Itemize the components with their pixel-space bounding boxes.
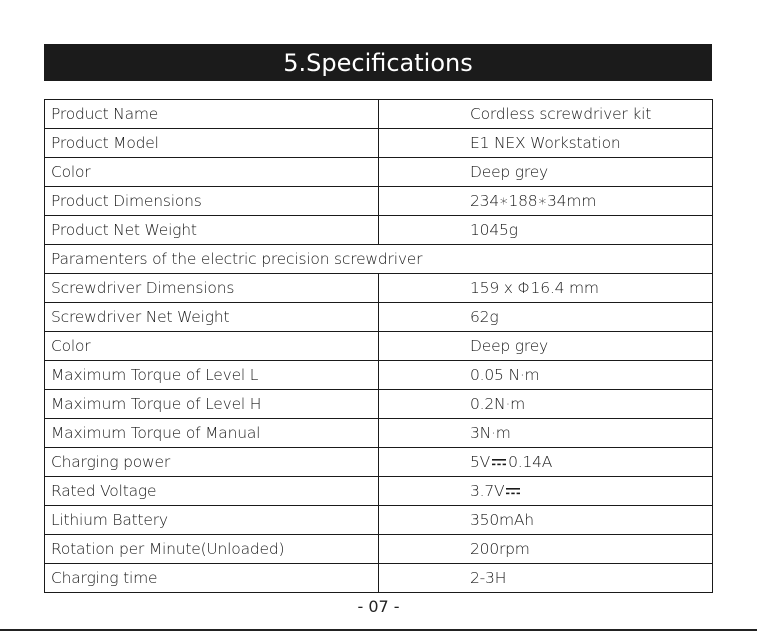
spec-value: 200rpm bbox=[379, 535, 713, 564]
spec-value: Deep grey bbox=[379, 158, 713, 187]
value-prefix: 5V bbox=[470, 453, 491, 471]
spec-value: Deep grey bbox=[379, 332, 713, 361]
table-row bbox=[45, 303, 713, 332]
spec-label: Product Model bbox=[45, 129, 379, 158]
spec-label: Charging power bbox=[45, 448, 379, 477]
spec-label: Color bbox=[45, 332, 379, 361]
table-row bbox=[45, 129, 713, 158]
table-row bbox=[45, 158, 713, 187]
table-row bbox=[45, 361, 713, 390]
spec-label: Rotation per Minute(Unloaded) bbox=[45, 535, 379, 564]
spec-label: Charging time bbox=[45, 564, 379, 593]
table-row bbox=[45, 187, 713, 216]
page-title bbox=[44, 44, 712, 81]
spec-value: 62g bbox=[379, 303, 713, 332]
spec-label: Product Dimensions bbox=[45, 187, 379, 216]
spec-value: 159 x Φ16.4 mm bbox=[379, 274, 713, 303]
section-heading: Paramenters of the electric precision screwdriver bbox=[45, 245, 713, 274]
table-row bbox=[45, 274, 713, 303]
spec-label: Maximum Torque of Level H bbox=[45, 390, 379, 419]
table-row bbox=[45, 535, 713, 564]
page-number: - 07 - bbox=[357, 597, 400, 616]
table-row bbox=[45, 390, 713, 419]
table-row bbox=[45, 419, 713, 448]
spec-value bbox=[379, 477, 713, 506]
spec-value bbox=[379, 448, 713, 477]
table-row bbox=[45, 506, 713, 535]
spec-value: 0.2N·m bbox=[379, 390, 713, 419]
spec-value: 0.05 N·m bbox=[379, 361, 713, 390]
dc-current-symbol-icon bbox=[492, 459, 506, 466]
spec-value: 2-3H bbox=[379, 564, 713, 593]
spec-label: Product Name bbox=[45, 100, 379, 129]
table-row bbox=[45, 100, 713, 129]
spec-value: 3N·m bbox=[379, 419, 713, 448]
spec-label: Maximum Torque of Level L bbox=[45, 361, 379, 390]
spec-label: Rated Voltage bbox=[45, 477, 379, 506]
spec-value: Cordless screwdriver kit bbox=[379, 100, 713, 129]
spec-label: Screwdriver Dimensions bbox=[45, 274, 379, 303]
spec-label: Lithium Battery bbox=[45, 506, 379, 535]
dc-current-symbol-icon bbox=[506, 488, 520, 495]
value-suffix: 0.14A bbox=[508, 453, 553, 471]
spec-value: 234∗188∗34mm bbox=[379, 187, 713, 216]
spec-label: Color bbox=[45, 158, 379, 187]
value-prefix: 3.7V bbox=[470, 482, 505, 500]
section-heading-row bbox=[45, 245, 713, 274]
spec-label: Product Net Weight bbox=[45, 216, 379, 245]
spec-label: Maximum Torque of Manual bbox=[45, 419, 379, 448]
spec-label: Screwdriver Net Weight bbox=[45, 303, 379, 332]
table-row bbox=[45, 448, 713, 477]
spec-value: 1045g bbox=[379, 216, 713, 245]
table-row bbox=[45, 477, 713, 506]
table-row bbox=[45, 216, 713, 245]
specifications-table bbox=[44, 99, 713, 593]
table-row bbox=[45, 564, 713, 593]
page-title-text: 5.Specifications bbox=[283, 48, 473, 77]
table-row bbox=[45, 332, 713, 361]
spec-value: 350mAh bbox=[379, 506, 713, 535]
spec-value: E1 NEX Workstation bbox=[379, 129, 713, 158]
